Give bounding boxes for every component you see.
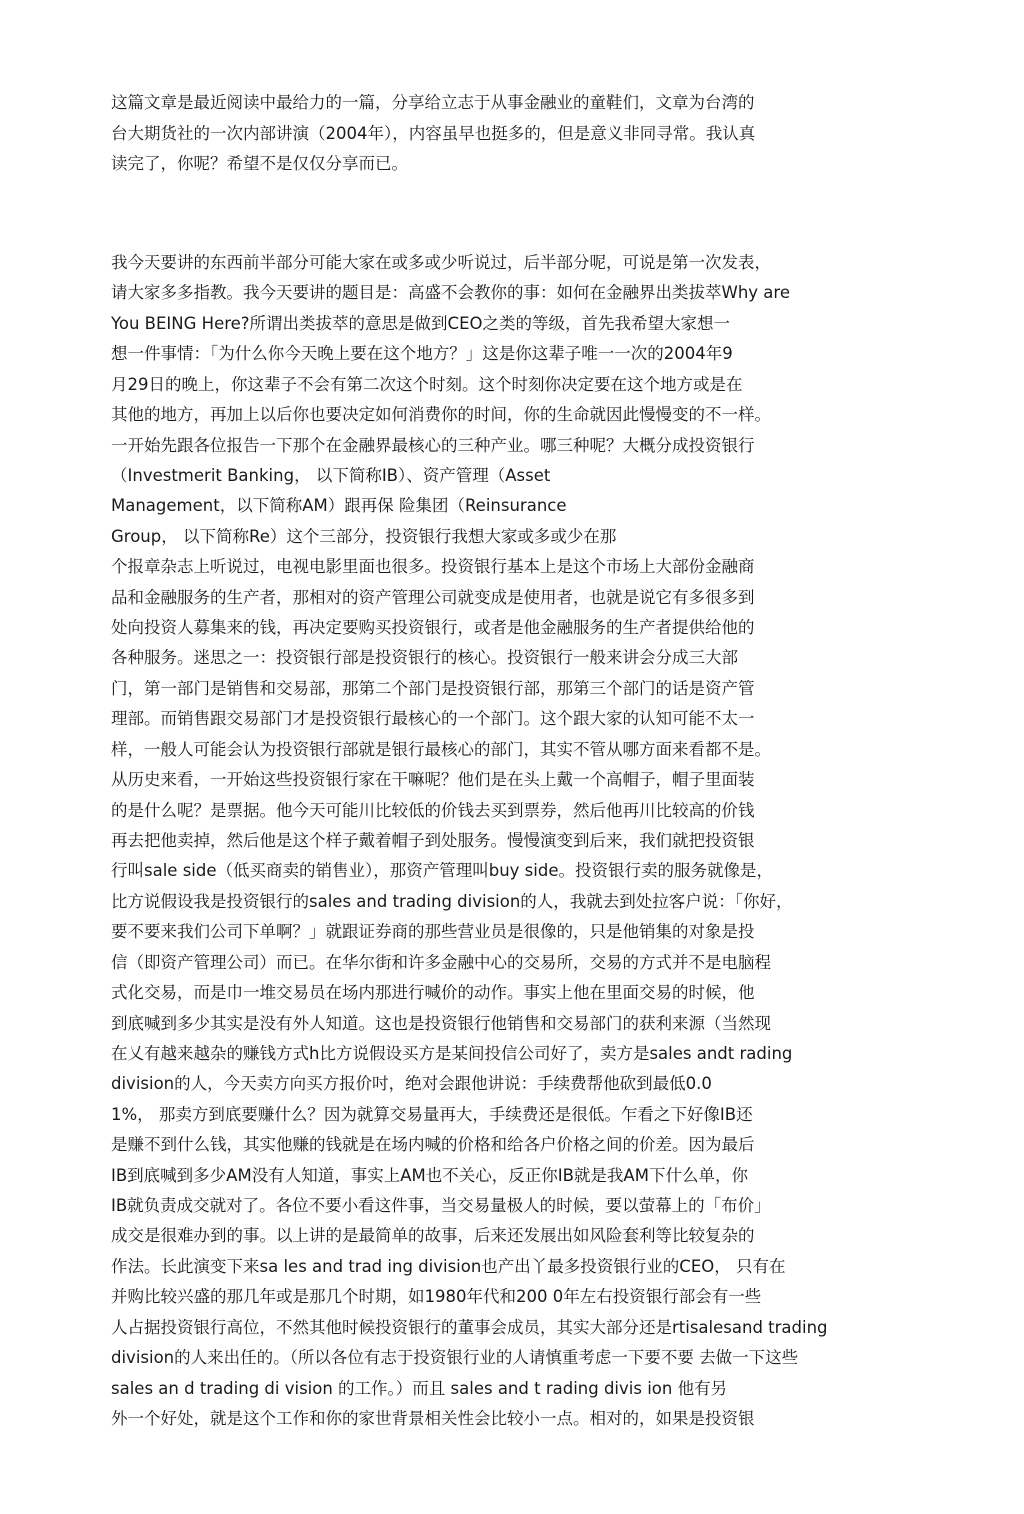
text-line: 一开始先跟各位报告一下那个在金融界最核心的三种产业。哪三种呢？大概分成投资银行 bbox=[111, 435, 755, 455]
text-line: division的人，今天卖方向买方报价吋，绝对会跟他讲说：手续费帮他砍到最低0.0 bbox=[111, 1074, 712, 1094]
text-line: 我今天要讲的东西前半部分可能大家在或多或少听说过，后半部分呢，可说是第一次发表， bbox=[111, 253, 771, 272]
text-line: 这篇文章是最近阅读中最给力的一篇，分享给立志于从事金融业的童鞋们，文章为台湾的 bbox=[111, 93, 755, 112]
text-line: 并购比较兴盛的那几年或是那几个时期，如1980年代和200 0年左右投资银行部会有一些 bbox=[111, 1287, 762, 1307]
text-line: 从历史来看，一开始这些投资银行家在干嘛呢？他们是在头上戴一个高帽子，帽子里面装 bbox=[111, 770, 755, 790]
text-line: 人占据投资银行高位，不然其他时候投资银行的董事会成员，其实大部分还是rtisalesand trading bbox=[111, 1317, 828, 1337]
text-line: 作法。长此演变下来sa les and trad ing division也产出丫最多投资银行业的CEO， 只有在 bbox=[111, 1256, 786, 1276]
text-line: 1%， 那卖方到底要赚什么？因为就算交易量再大，手续费还是很低。乍看之下好像IB还 bbox=[111, 1104, 753, 1124]
text-line: 式化交易，而是巾一堆交易员在场内那进行喊价的动作。事实上他在里面交易的时候，他 bbox=[111, 983, 755, 1003]
text-line: 行叫sale side（低买商卖的销售业），那资产管理叫buy side。投资银行卖的服务就像是， bbox=[111, 861, 773, 881]
text-line: 请大家多多指教。我今天要讲的题目是：高盛不会教你的事：如何在金融界出类拔萃Why are bbox=[111, 283, 790, 303]
text-line: 月29日的晚上，你这辈子不会有第二次这个时刻。这个时刻你决定要在这个地方或是在 bbox=[111, 374, 743, 394]
text-line: 到底喊到多少其实是没有外人知道。这也是投资银行他销售和交易部门的获利来源（当然现 bbox=[111, 1013, 771, 1033]
text-line: sales an d trading di vision 的工作。）而且 sales and t rading divis ion 他有另 bbox=[111, 1378, 728, 1398]
text-line: 成交是很难办到的事。以上讲的是最简单的故事，后来还发展出如风险套利等比较复杂的 bbox=[111, 1226, 755, 1246]
text-line: 比方说假设我是投资银行的sales and trading division的人，我就去到处拉客户说：「你好， bbox=[111, 891, 793, 911]
text-line: Group， 以下简称Re）这个三部分，投资银行我想大家或多或少在那 bbox=[111, 526, 617, 546]
text-line: 的是什么呢？是票据。他今天可能川比较低的价钱去买到票券，然后他再川比较高的价钱 bbox=[111, 800, 755, 820]
text-line: 样，一般人可能会认为投资银行部就是银行最核心的部门，其实不管从哪方面来看都不是。 bbox=[111, 739, 771, 759]
text-line: 各种服务。迷思之一：投资银行部是投资银行的核心。投资银行一般来讲会分成三大部 bbox=[111, 648, 738, 668]
text-line: 其他的地方，再加上以后你也要决定如何消费你的时间，你的生命就因此慢慢变的不一样。 bbox=[111, 405, 771, 425]
text-line: 处向投资人募集来的钱，再决定要购买投资银行，或者是他金融服务的生产者提供给他的 bbox=[111, 618, 755, 638]
text-line: 品和金融服务的生产者，那相对的资产管理公司就变成是使用者，也就是说它有多很多到 bbox=[111, 587, 755, 607]
text-line: 台大期货社的一次内部讲演（2004年），内容虽早也挺多的，但是意义非同寻常。我认真 bbox=[111, 123, 756, 143]
text-line: You BEING Here?所谓出类拔萃的意思是做到CEO之类的等级，首先我希望大家想一 bbox=[111, 313, 730, 333]
text-line: 是赚不到什么钱，其实他赚的钱就是在场内喊的价格和给各户价格之间的价差。因为最后 bbox=[111, 1135, 755, 1155]
text-line: 信（即资产管理公司）而已。在华尔街和许多金融中心的交易所，交易的方式并不是电脑程 bbox=[111, 952, 771, 972]
text-line: 要不要来我们公司下单啊？」就跟证券商的那些营业员是很像的，只是他销集的对象是投 bbox=[111, 922, 755, 942]
text-line: 外一个好处，就是这个工作和你的家世背景相关性会比较小一点。相对的，如果是投资银 bbox=[111, 1408, 755, 1428]
text-line: Management，以下简称AM）跟再保 险集团（Reinsurance bbox=[111, 496, 567, 516]
text-line: 理部。而销售跟交易部门才是投资银行最核心的一个部门。这个跟大家的认知可能不太一 bbox=[111, 709, 755, 729]
text-line: 门，第一部门是销售和交易部，那第二个部门是投资银行部，那第三个部门的话是资产管 bbox=[111, 678, 755, 698]
text-line: 个报章杂志上听说过，电视电影里面也很多。投资银行基本上是这个市场上大部份金融商 bbox=[111, 557, 755, 577]
text-line: division的人来出任的。（所以各位有志于投资银行业的人请慎重考虑一下要不要 去做一下这些 bbox=[111, 1348, 799, 1368]
text-line: IB到底喊到多少AM没有人知道，事实上AM也不关心，反正你IB就是我AM下什么单，你 bbox=[111, 1165, 748, 1185]
text-line: （Investmerit Banking， 以下简称IB）、资产管理（Asset bbox=[111, 465, 551, 485]
text-line: 读完了，你呢？希望不是仅仅分享而已。 bbox=[111, 154, 408, 173]
text-line: 再去把他卖掉，然后他是这个样子戴着帽子到处服务。慢慢演变到后来，我们就把投资银 bbox=[111, 830, 755, 850]
text-line: 在乂有越来越杂的赚钱方式h比方说假设买方是某间投信公司好了，卖方是sales andt rading bbox=[111, 1043, 793, 1063]
text-line: IB就负责成交就对了。各位不要小看这件事，当交易量极人的时候，要以萤幕上的「布价」 bbox=[111, 1196, 771, 1216]
text-line: 想一件事情：「为什么你今天晚上要在这个地方？」这是你这辈子唯一一次的2004年9 bbox=[111, 344, 733, 364]
